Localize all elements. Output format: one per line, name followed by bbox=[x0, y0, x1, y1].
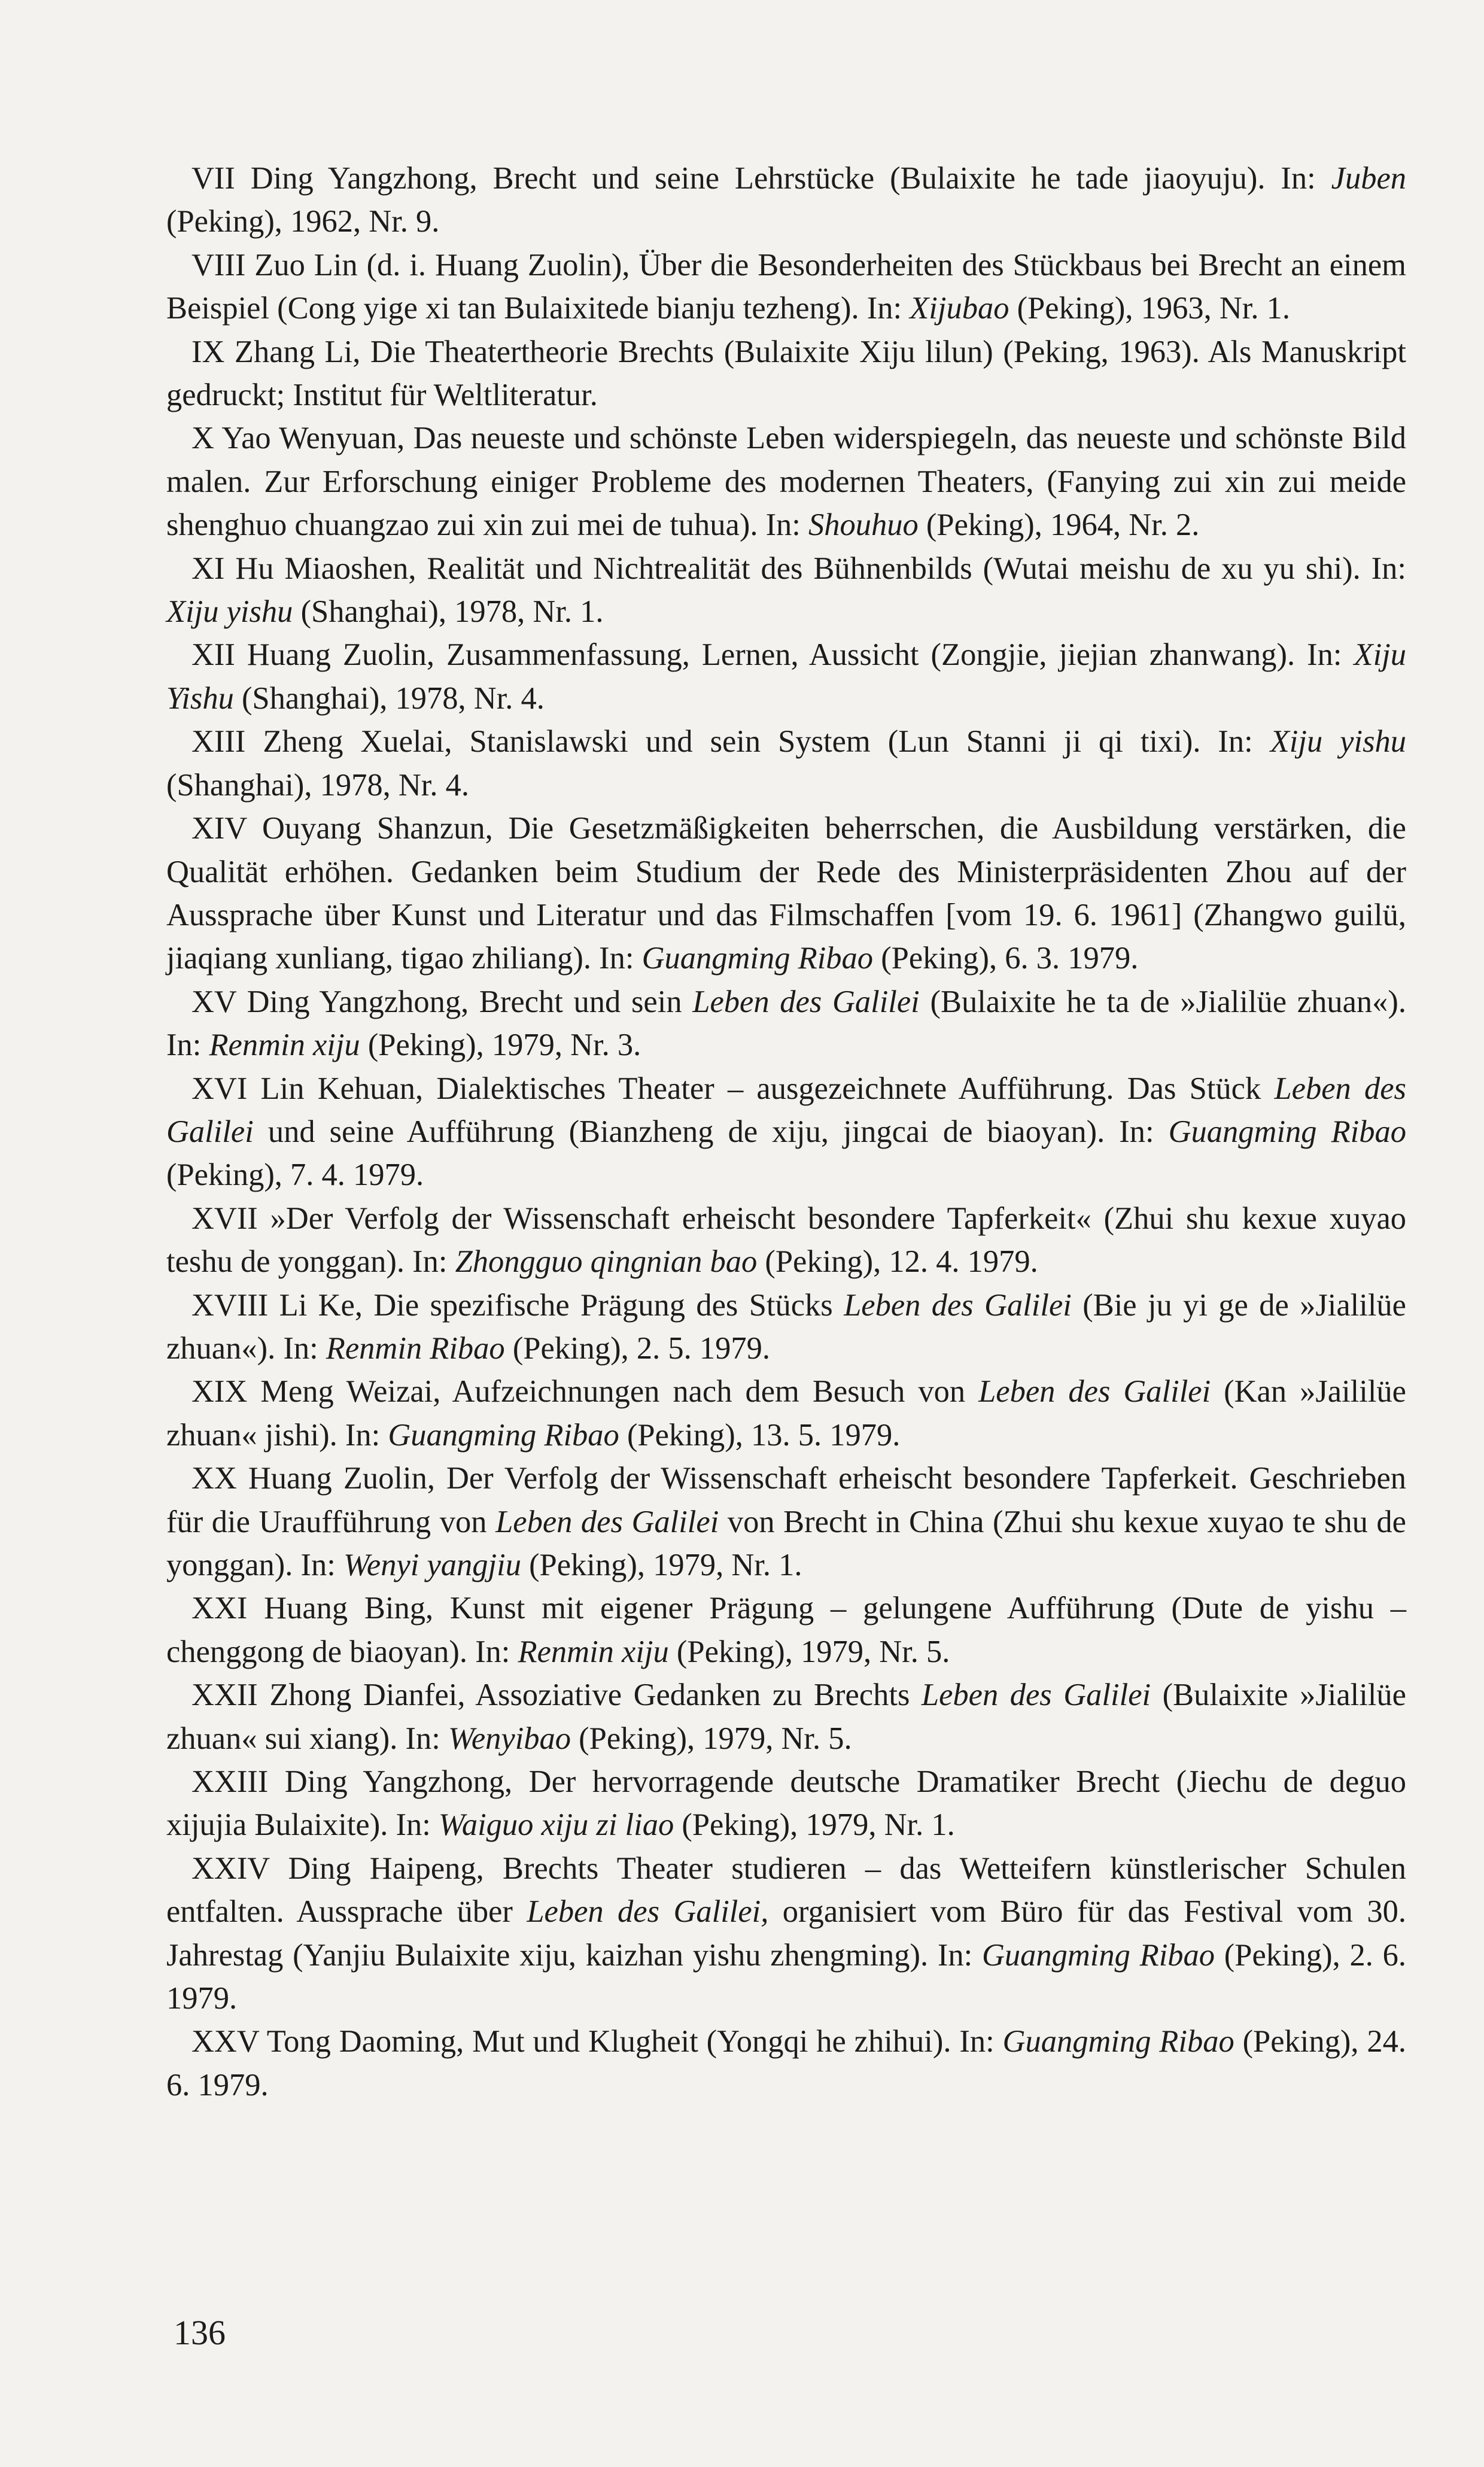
bibliography-entry bbox=[166, 330, 1406, 417]
entry-italic-title: Leben des Galilei bbox=[844, 1287, 1072, 1323]
entry-text: (Peking), 1979, Nr. 3. bbox=[360, 1028, 641, 1063]
entry-text: XXIV Ding Haipeng, Brechts Theater studieren – das Wetteifern künstlerischer Schulen entfalten. Aussprache über bbox=[166, 1851, 1406, 1930]
entry-text: (Peking), 2. 5. 1979. bbox=[504, 1330, 770, 1366]
entry-text: XXV Tong Daoming, Mut und Klugheit (Yongqi he zhihui). In: bbox=[191, 2024, 1003, 2059]
entry-text: von Brecht in China (Zhui shu kexue xuyao te shu de yonggan). In: bbox=[166, 1504, 1406, 1582]
entry-text: X Yao Wenyuan, Das neueste und schönste Leben widerspiegeln, das neueste und schönste Bild malen. Zur Erforschung einiger Probleme des modernen Theaters, (Fanying zui xin zui meide shenghuo chuangzao zui xin zui mei de tuhua). In: bbox=[166, 421, 1406, 543]
bibliography-entry bbox=[166, 1673, 1406, 1760]
entry-text: XVII »Der Verfolg der Wissenschaft erheischt besondere Tapferkeit« (Zhui shu kexue xuyao teshu de yonggan). In: bbox=[166, 1201, 1406, 1280]
page-number: 136 bbox=[174, 2313, 226, 2352]
bibliography-entry bbox=[166, 1067, 1406, 1197]
entry-text: XXIII Ding Yangzhong, Der hervorragende deutsche Dramatiker Brecht (Jiechu de deguo xijujia Bulaixite). In: bbox=[166, 1764, 1406, 1843]
entry-text: XIX Meng Weizai, Aufzeichnungen nach dem Besuch von bbox=[191, 1374, 979, 1409]
entry-text: XVIII Li Ke, Die spezifische Prägung des Stücks bbox=[191, 1287, 844, 1323]
bibliography-entry bbox=[166, 417, 1406, 546]
bibliography-entry bbox=[166, 980, 1406, 1067]
entry-text: (Peking), 6. 3. 1979. bbox=[873, 941, 1139, 976]
entry-italic-title: Renmin xiju bbox=[209, 1028, 360, 1063]
bibliography-entry bbox=[166, 1847, 1406, 2021]
entry-text: (Peking), 13. 5. 1979. bbox=[619, 1417, 901, 1453]
bibliography-entry bbox=[166, 2020, 1406, 2107]
entry-text: (Peking), 2. 6. 1979. bbox=[166, 1937, 1406, 2016]
entry-text: (Bulaixite »Jialilüe zhuan« sui xiang). In: bbox=[166, 1678, 1406, 1756]
entry-italic-title: Guangming Ribao bbox=[1168, 1114, 1406, 1149]
entry-italic-title: Leben des Galilei bbox=[692, 984, 920, 1019]
entry-text: XIII Zheng Xuelai, Stanislawski und sein System (Lun Stanni ji qi tixi). In: bbox=[191, 724, 1270, 759]
entry-italic-title: Wenyi yangjiu bbox=[343, 1548, 521, 1582]
entry-italic-title: Xiju Yishu bbox=[166, 637, 1406, 716]
entry-italic-title: Leben des Galilei bbox=[166, 1071, 1406, 1149]
entry-text: XVI Lin Kehuan, Dialektisches Theater – ausgezeichnete Aufführung. Das Stück bbox=[191, 1071, 1275, 1106]
entry-italic-title: Leben des Galilei, bbox=[527, 1894, 769, 1930]
entry-italic-title: Leben des Galilei bbox=[921, 1678, 1151, 1713]
entry-italic-title: Zhongguo qingnian bao bbox=[455, 1244, 758, 1280]
entry-text: XV Ding Yangzhong, Brecht und sein bbox=[191, 984, 693, 1019]
bibliography-entry bbox=[166, 720, 1406, 807]
entry-text: (Peking), 1979, Nr. 5. bbox=[668, 1634, 950, 1669]
entry-italic-title: Waiguo xiju zi liao bbox=[438, 1807, 674, 1843]
entry-italic-title: Leben des Galilei bbox=[978, 1374, 1211, 1409]
entry-text: (Shanghai), 1978, Nr. 4. bbox=[166, 767, 469, 803]
entry-italic-title: Renmin xiju bbox=[518, 1634, 669, 1669]
entry-text: (Peking), 1979, Nr. 5. bbox=[571, 1721, 852, 1756]
entry-text: XIV Ouyang Shanzun, Die Gesetzmäßigkeiten beherrschen, die Ausbildung verstärken, die Qualität erhöhen. Gedanken beim Studium der Rede des Ministerpräsidenten Zhou auf der Aussprache über Kunst und Literatur und das Filmschaffen [vom 19. 6. 1961] (Zhangwo guilü, jiaqiang xunliang, tigao zhiliang). In: bbox=[166, 811, 1406, 976]
entry-text: (Peking), 24. 6. 1979. bbox=[166, 2024, 1406, 2103]
entry-text: (Peking), 1979, Nr. 1. bbox=[674, 1807, 955, 1843]
entry-italic-title: Xijubao bbox=[910, 291, 1009, 326]
bibliography-entry bbox=[166, 633, 1406, 720]
bibliography-entry bbox=[166, 1587, 1406, 1673]
entry-text: IX Zhang Li, Die Theatertheorie Brechts (Bulaixite Xiju lilun) (Peking, 1963). Als Manuskript gedruckt; Institut für Weltliteratur. bbox=[166, 334, 1406, 413]
entry-text: (Bie ju yi ge de »Jialilüe zhuan«). In: bbox=[166, 1287, 1406, 1366]
entry-text: VIII Zuo Lin (d. i. Huang Zuolin), Über die Besonderheiten des Stückbaus bei Brecht an einem Beispiel (Cong yige xi tan Bulaixitede bianju tezheng). In: bbox=[166, 247, 1406, 326]
bibliography-entry bbox=[166, 244, 1406, 330]
entry-italic-title: Xiju yishu bbox=[1270, 724, 1407, 759]
entry-text: (Peking), 1962, Nr. 9. bbox=[166, 204, 440, 239]
entry-italic-title: Renmin Ribao bbox=[326, 1330, 505, 1366]
entry-text: XXI Huang Bing, Kunst mit eigener Prägung – gelungene Aufführung (Dute de yishu – chenggong de biaoyan). In: bbox=[166, 1591, 1406, 1669]
bibliography-list bbox=[166, 157, 1406, 2107]
entry-italic-title: Guangming Ribao bbox=[981, 1937, 1215, 1973]
entry-text: (Peking), 1964, Nr. 2. bbox=[918, 508, 1200, 543]
entry-text: VII Ding Yangzhong, Brecht und seine Lehrstücke (Bulaixite he tade jiaoyuju). In: bbox=[191, 161, 1331, 196]
entry-italic-title: Guangming Ribao bbox=[388, 1417, 619, 1453]
bibliography-entry bbox=[166, 547, 1406, 634]
entry-text: (Kan »Jaililüe zhuan« jishi). In: bbox=[166, 1374, 1406, 1453]
entry-text: (Shanghai), 1978, Nr. 1. bbox=[293, 594, 604, 630]
entry-text: XX Huang Zuolin, Der Verfolg der Wissenschaft erheischt besondere Tapferkeit. Geschrieben für die Uraufführung von bbox=[166, 1461, 1406, 1539]
entry-text: (Shanghai), 1978, Nr. 4. bbox=[233, 680, 545, 716]
bibliography-entry bbox=[166, 1760, 1406, 1847]
entry-text: XII Huang Zuolin, Zusammenfassung, Lernen, Aussicht (Zongjie, jiejian zhanwang). In: bbox=[191, 637, 1354, 673]
entry-text: und seine Aufführung (Bianzheng de xiju, jingcai de biaoyan). In: bbox=[253, 1114, 1169, 1149]
entry-italic-title: Wenyibao bbox=[448, 1721, 571, 1756]
entry-text: organisiert vom Büro für das Festival vom 30. Jahrestag (Yanjiu Bulaixite xiju, kaizhan yishu zhengming). In: bbox=[166, 1894, 1406, 1973]
bibliography-entry bbox=[166, 1370, 1406, 1457]
bibliography-entry bbox=[166, 1284, 1406, 1371]
entry-italic-title: Guangming Ribao bbox=[1002, 2024, 1234, 2059]
bibliography-entry bbox=[166, 1457, 1406, 1587]
entry-italic-title: Guangming Ribao bbox=[641, 941, 874, 976]
entry-text: (Peking), 1963, Nr. 1. bbox=[1009, 291, 1291, 326]
entry-text: (Bulaixite he ta de »Jialilüe zhuan«). In: bbox=[166, 984, 1406, 1063]
bibliography-entry bbox=[166, 1197, 1406, 1284]
entry-text: XI Hu Miaoshen, Realität und Nichtrealität des Bühnenbilds (Wutai meishu de xu yu shi). In: bbox=[191, 551, 1406, 586]
entry-text: (Peking), 7. 4. 1979. bbox=[166, 1157, 424, 1193]
entry-text: (Peking), 12. 4. 1979. bbox=[757, 1244, 1038, 1280]
entry-text: (Peking), 1979, Nr. 1. bbox=[521, 1548, 802, 1582]
entry-italic-title: Leben des Galilei bbox=[495, 1504, 719, 1539]
entry-text: XXII Zhong Dianfei, Assoziative Gedanken zu Brechts bbox=[191, 1678, 922, 1713]
bibliography-entry bbox=[166, 807, 1406, 980]
entry-italic-title: Xiju yishu bbox=[166, 594, 293, 630]
bibliography-entry bbox=[166, 157, 1406, 244]
entry-italic-title: Shouhuo bbox=[808, 508, 919, 543]
entry-italic-title: Juben bbox=[1331, 161, 1406, 196]
